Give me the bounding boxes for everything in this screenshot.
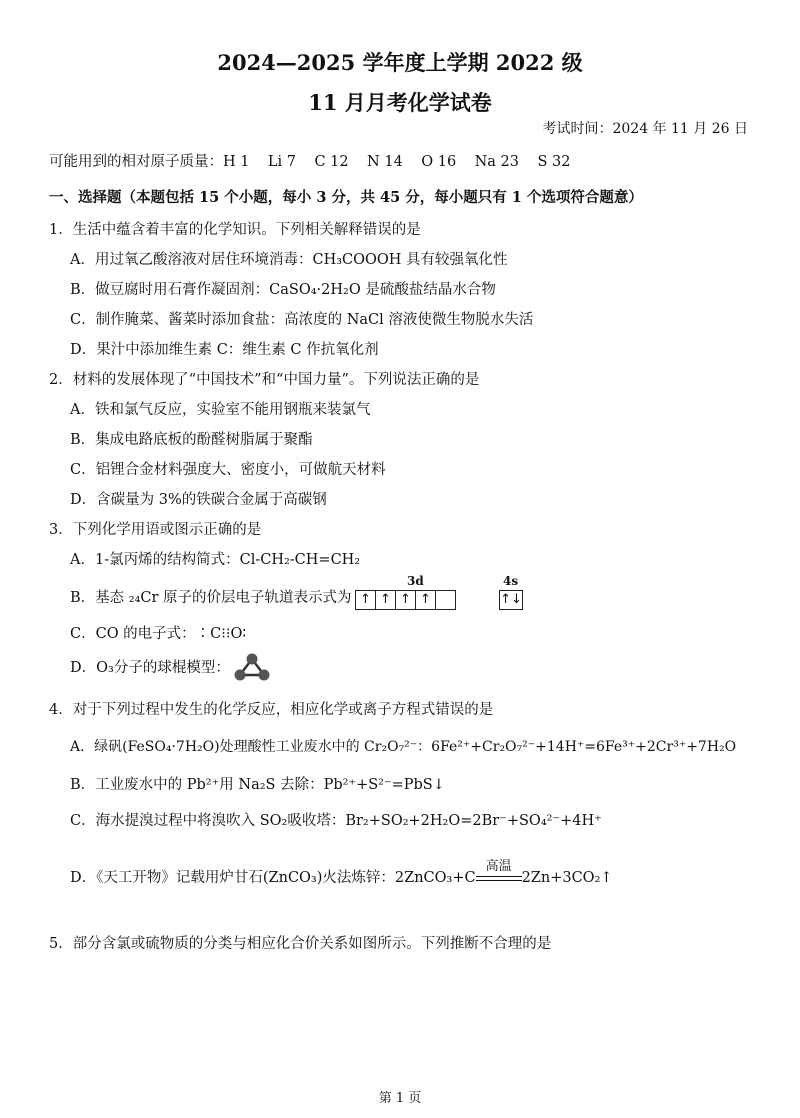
question-3-option-b: B．基态 ₂₄Cr 原子的价层电子轨道表示式为 xyxy=(70,590,352,606)
question-2-stem: 2．材料的发展体现了“中国技术”和“中国力量”。下列说法正确的是 xyxy=(49,372,480,388)
section-title: 一、选择题（本题包括 15 个小题，每小 3 分，共 45 分，每小题只有 1 个选项符合题意） xyxy=(49,189,643,206)
question-1-option-b: B．做豆腐时用石膏作凝固剂：CaSO₄·2H₂O 是硫酸盐结晶水合物 xyxy=(70,282,496,298)
question-1-option-d: D．果汁中添加维生素 C：维生素 C 作抗氧化剂 xyxy=(70,342,379,358)
question-1-option-a: A．用过氧乙酸溶液对居住环境消毒：CH₃COOOH 具有较强氧化性 xyxy=(70,252,508,268)
question-2-option-b: B．集成电路底板的酚醛树脂属于聚酯 xyxy=(70,432,313,448)
question-2-option-a: A．铁和氯气反应，实验室不能用钢瓶来装氯气 xyxy=(70,402,371,418)
question-3-stem: 3．下列化学用语或图示正确的是 xyxy=(49,522,262,538)
orbital-4s-cell-1: ↑↓ xyxy=(500,592,522,607)
question-1-option-c: C．制作腌菜、酱菜时添加食盐：高浓度的 NaCl 溶液使微生物脱水失活 xyxy=(70,312,534,328)
double-bar xyxy=(476,876,522,881)
reaction-condition xyxy=(476,859,522,886)
question-4-stem: 4．对于下列过程中发生的化学反应，相应化学或离子方程式错误的是 xyxy=(49,702,494,718)
orbital-4s-label: 4s xyxy=(503,574,519,588)
orbital-3d-cell-4: ↑ xyxy=(416,591,436,609)
exam-title-line1: 2024—2025 学年度上学期 2022 级 xyxy=(217,50,583,75)
question-3-option-d: D．O₃分子的球棍模型： xyxy=(70,660,230,676)
reaction-condition-label: 高温 xyxy=(485,859,512,874)
question-4-option-c: C．海水提溴过程中将溴吹入 SO₂吸收塔：Br₂+SO₂+2H₂O=2Br⁻+SO₄²⁻+4H⁺ xyxy=(70,813,602,829)
question-4-option-d-right: 2Zn+3CO₂↑ xyxy=(521,870,613,886)
question-2-option-c: C．铝锂合金材料强度大、密度小，可做航天材料 xyxy=(70,462,386,478)
question-2-option-d: D．含碳量为 3%的铁碳合金属于高碳钢 xyxy=(70,492,327,508)
question-3-option-c: C．CO 的电子式：∶C⁝⁝O∶ xyxy=(70,626,247,642)
exam-time: 考试时间：2024 年 11 月 26 日 xyxy=(542,121,748,137)
atomic-masses: 可能用到的相对原子质量：H 1 Li 7 C 12 N 14 O 16 Na 23 S 32 xyxy=(49,154,571,170)
question-5-stem: 5．部分含氯或硫物质的分类与相应化合价关系如图所示。下列推断不合理的是 xyxy=(49,936,552,952)
orbital-3d-label: 3d xyxy=(407,574,424,588)
orbital-3d-cell-1: ↑ xyxy=(356,591,376,609)
orbital-4s-boxes xyxy=(499,590,523,610)
question-4-option-d xyxy=(70,859,613,887)
orbital-3d-cell-2: ↑ xyxy=(376,591,396,609)
question-4-option-b: B．工业废水中的 Pb²⁺用 Na₂S 去除：Pb²⁺+S²⁻=PbS↓ xyxy=(70,777,445,793)
page-number: 第 1 页 xyxy=(378,1091,422,1106)
question-1-stem: 1．生活中蕴含着丰富的化学知识。下列相关解释错误的是 xyxy=(49,222,421,238)
exam-title-line2: 11 月月考化学试卷 xyxy=(308,90,492,115)
orbital-3d-boxes xyxy=(355,590,456,610)
ozone-ball-stick-model xyxy=(232,652,272,682)
orbital-3d-cell-5 xyxy=(436,591,455,609)
orbital-3d-cell-3: ↑ xyxy=(396,591,416,609)
question-3-option-a: A．1-氯丙烯的结构简式：Cl-CH₂-CH=CH₂ xyxy=(70,552,361,568)
question-4-option-d-left: D．《天工开物》记载用炉甘石(ZnCO₃)火法炼锌：2ZnCO₃+C xyxy=(70,870,476,886)
question-4-option-a: A．绿矾(FeSO₄·7H₂O)处理酸性工业废水中的 Cr₂O₇²⁻：6Fe²⁺+Cr₂O₇²⁻+14H⁺=6Fe³⁺+2Cr³⁺+7H₂O xyxy=(70,739,737,755)
